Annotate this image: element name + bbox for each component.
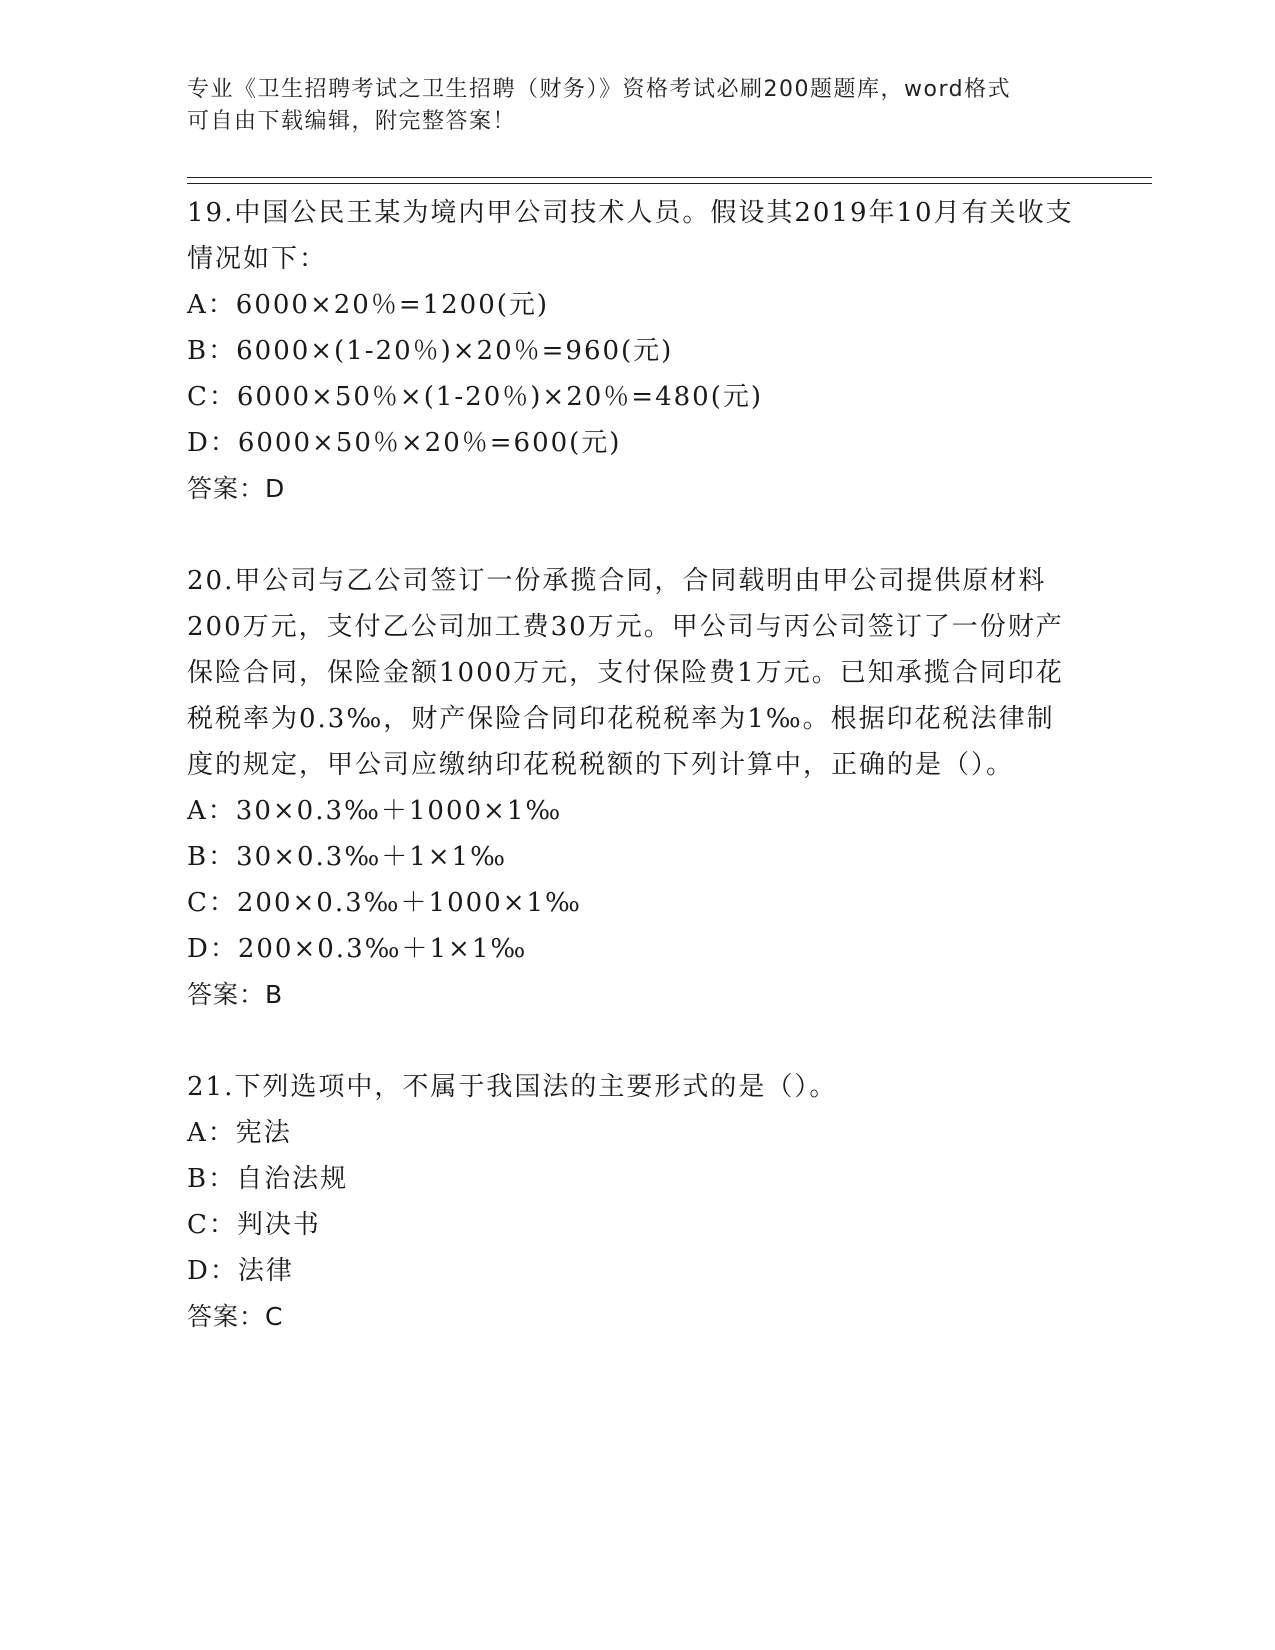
option-c: C：判决书 xyxy=(187,1210,321,1240)
option-b: B：6000×(1-20％)×20％=960(元) xyxy=(187,336,674,366)
question-20 xyxy=(187,558,1077,1018)
option-d: D：200×0.3‰＋1×1‰ xyxy=(187,934,528,964)
option-a: A：30×0.3‰＋1000×1‰ xyxy=(187,796,563,826)
question-stem: 21.下列选项中，不属于我国法的主要形式的是（）。 xyxy=(187,1072,838,1102)
question-19 xyxy=(187,190,1077,512)
option-d: D：法律 xyxy=(187,1256,294,1286)
option-d: D：6000×50％×20％=600(元) xyxy=(187,428,622,458)
option-c: C：200×0.3‰＋1000×1‰ xyxy=(187,888,582,918)
header-divider-top xyxy=(187,177,1152,178)
answer-line: 答案：D xyxy=(187,474,286,503)
option-a: A：6000×20％=1200(元) xyxy=(187,290,550,320)
answer-line: 答案：C xyxy=(187,1302,284,1331)
option-b: B：自治法规 xyxy=(187,1164,349,1194)
question-list xyxy=(187,190,1077,1386)
option-a: A：宪法 xyxy=(187,1118,292,1148)
header-divider-bottom xyxy=(187,183,1152,184)
header-line-1: 专业《卫生招聘考试之卫生招聘（财务）》资格考试必刷200题题库，word格式 xyxy=(187,77,1012,102)
header-line-2: 可自由下载编辑，附完整答案！ xyxy=(187,109,517,134)
answer-line: 答案：B xyxy=(187,980,284,1009)
option-b: B：30×0.3‰＋1×1‰ xyxy=(187,842,507,872)
question-stem: 19.中国公民王某为境内甲公司技术人员。假设其2019年10月有关收支情况如下： xyxy=(187,198,1074,274)
option-c: C：6000×50％×(1-20％)×20％=480(元) xyxy=(187,382,763,412)
document-header xyxy=(187,74,1087,138)
question-21 xyxy=(187,1064,1077,1340)
question-stem: 20.甲公司与乙公司签订一份承揽合同，合同载明由甲公司提供原材料200万元，支付乙公司加工费30万元。甲公司与丙公司签订了一份财产保险合同，保险金额1000万元，支付保险费1万元。已知承揽合同印花税税率为0.3‰，财产保险合同印花税税率为1‰。根据印花税法律制度的规定，甲公司应缴纳印花税税额的下列计算中，正确的是（）。 xyxy=(187,566,1064,780)
